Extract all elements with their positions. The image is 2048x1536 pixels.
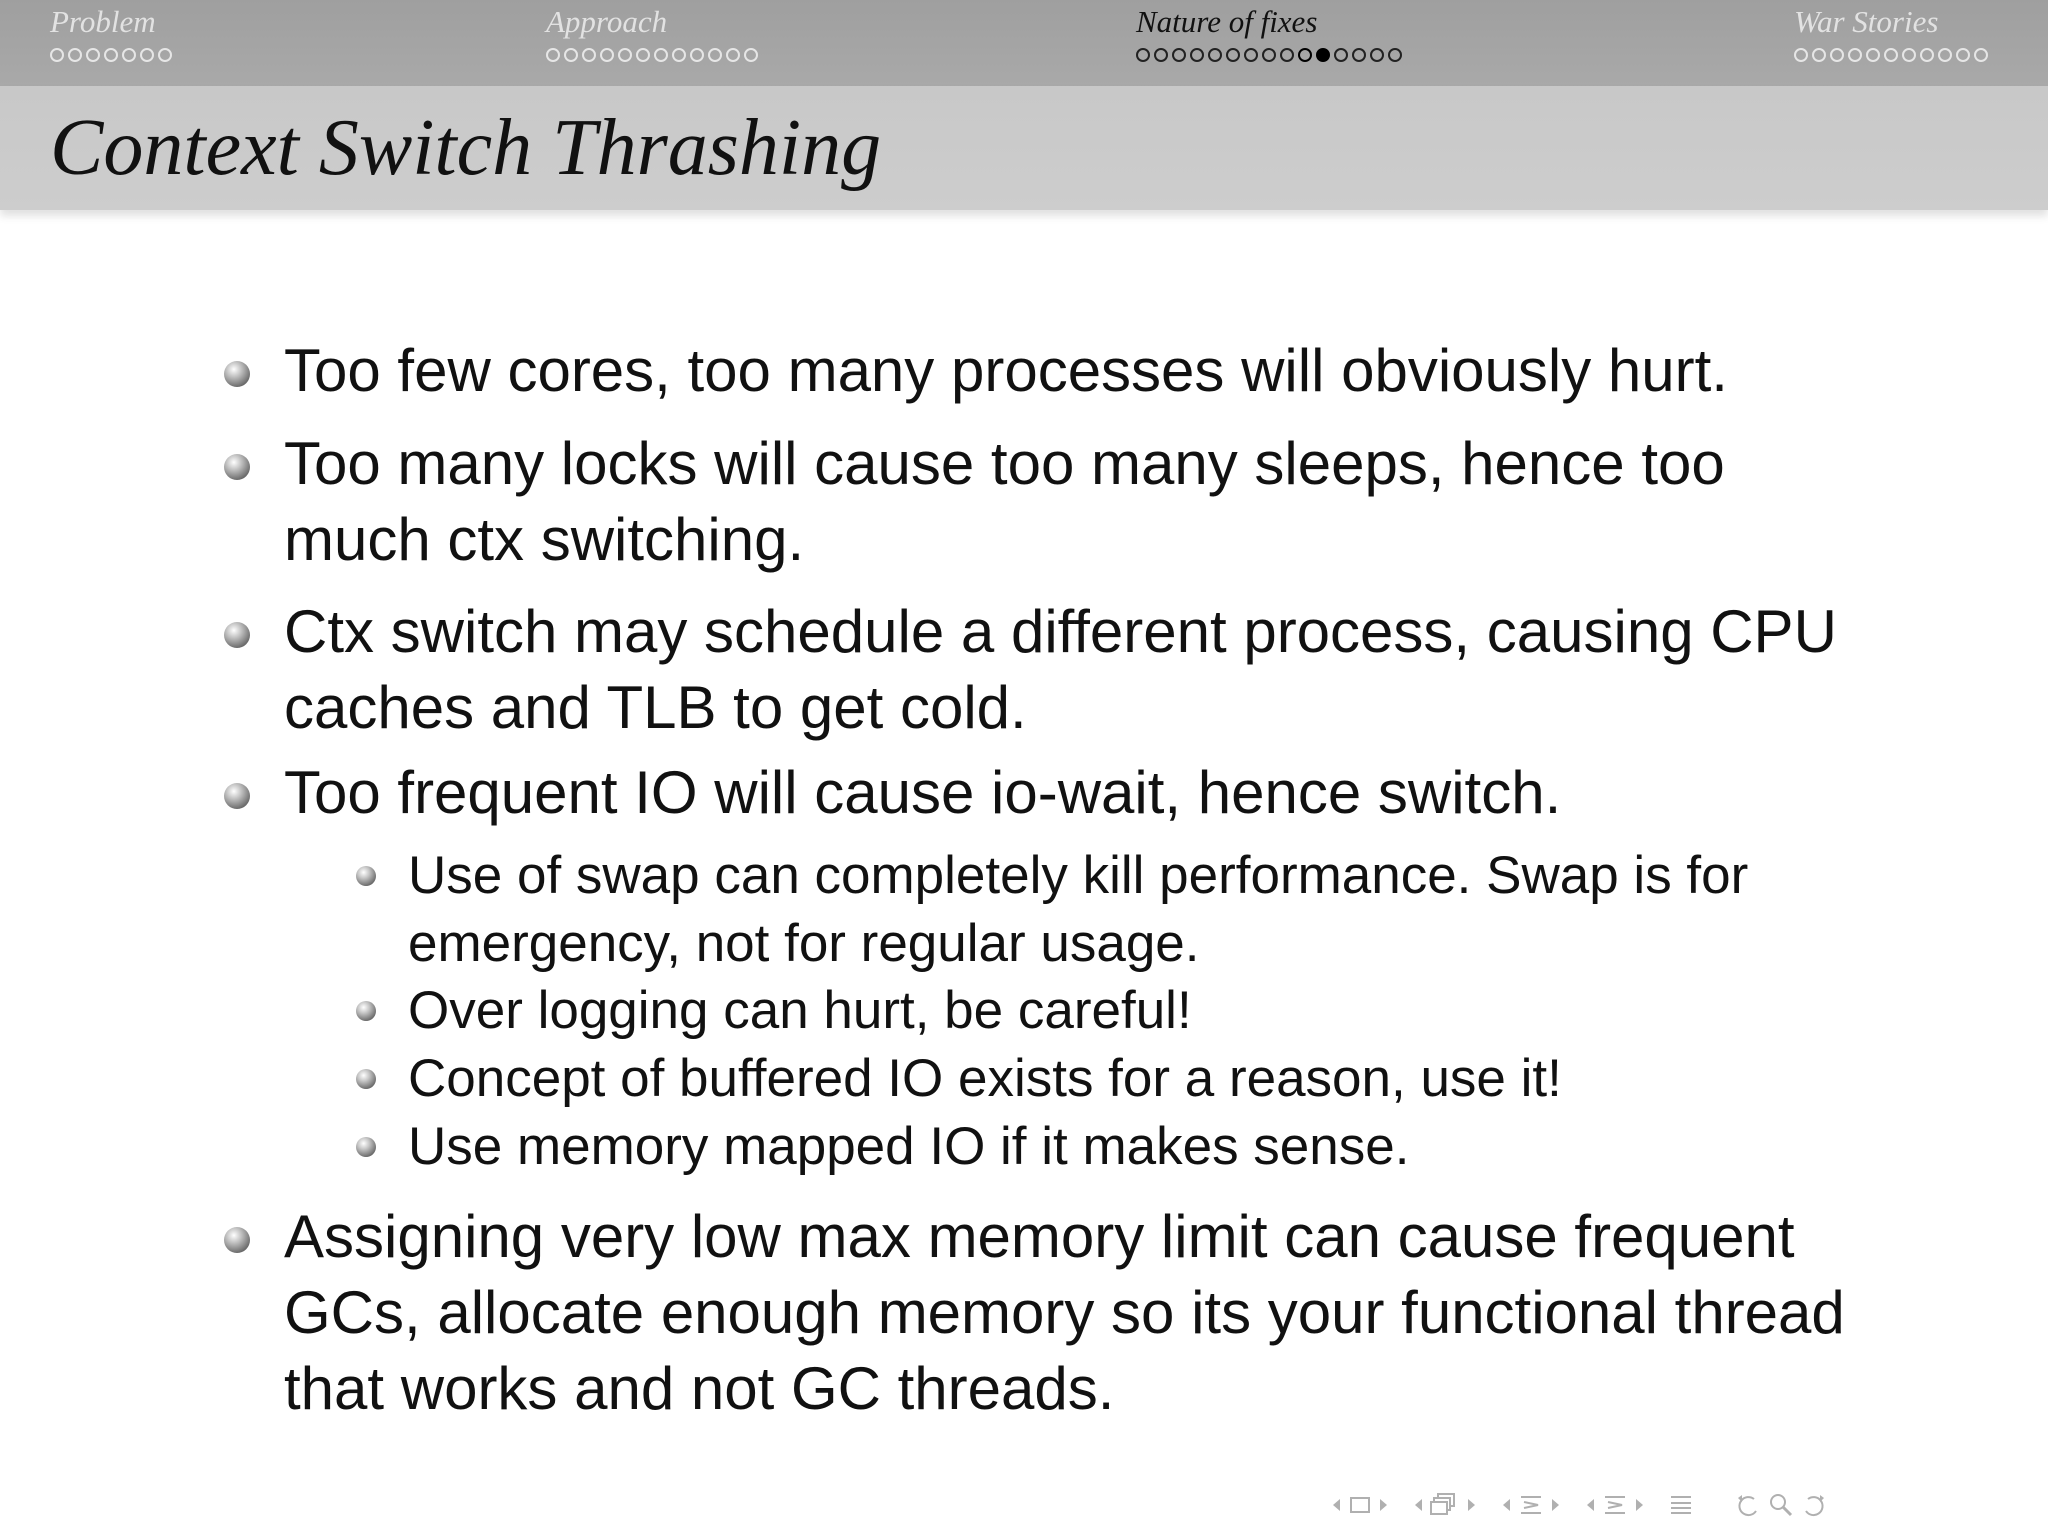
bullet-item: [220, 333, 1910, 409]
nav-frame-dot[interactable]: [1956, 48, 1970, 62]
next-frame-icon[interactable]: [1378, 1497, 1390, 1513]
sub-bullet-text: Use memory mapped IO if it makes sense.: [408, 1117, 1410, 1176]
nav-section-dots: [1136, 48, 1402, 62]
bullet-text-line: Too many locks will cause too many sleeps, hence too: [284, 430, 1725, 497]
nav-frame-dot[interactable]: [1190, 48, 1204, 62]
nav-frame-dot[interactable]: [690, 48, 704, 62]
nav-frame-dot[interactable]: [1208, 48, 1222, 62]
nav-frame-dot[interactable]: [1848, 48, 1862, 62]
nav-frame-dot[interactable]: [1172, 48, 1186, 62]
frame-icon[interactable]: [1348, 1495, 1372, 1515]
prev-frame-icon[interactable]: [1330, 1497, 1342, 1513]
sub-bullet-text-line: emergency, not for regular usage.: [408, 914, 1200, 973]
bullet-ball-icon: [224, 1227, 250, 1253]
nav-frame-dot[interactable]: [1262, 48, 1276, 62]
frame-nav-group: [1330, 1495, 1390, 1515]
bullet-ball-icon: [224, 783, 250, 809]
section-navigation-bar: [0, 0, 2048, 86]
presentation-icon[interactable]: [1602, 1493, 1628, 1517]
sub-bullet-ball-icon: [356, 1001, 376, 1021]
nav-frame-dot[interactable]: [744, 48, 758, 62]
nav-frame-dot[interactable]: [104, 48, 118, 62]
sub-bullet-ball-icon: [356, 1069, 376, 1089]
nav-frame-dot[interactable]: [1316, 48, 1330, 62]
nav-frame-dot[interactable]: [564, 48, 578, 62]
nav-frame-dot[interactable]: [1812, 48, 1826, 62]
prev-subsection-icon[interactable]: [1412, 1497, 1424, 1513]
nav-section-title[interactable]: Nature of fixes: [1136, 4, 1318, 39]
nav-frame-dot[interactable]: [1902, 48, 1916, 62]
nav-section-nature-of-fixes[interactable]: [1136, 0, 1402, 62]
nav-frame-dot[interactable]: [1974, 48, 1988, 62]
bullet-text-line: Ctx switch may schedule a different process, causing CPU: [284, 598, 1837, 665]
nav-frame-dot[interactable]: [546, 48, 560, 62]
toc-icon[interactable]: [1668, 1493, 1694, 1517]
sub-bullet-ball-icon: [356, 1137, 376, 1157]
nav-frame-dot[interactable]: [1866, 48, 1880, 62]
nav-frame-dot[interactable]: [1920, 48, 1934, 62]
sub-bullet-item: [350, 977, 1910, 1045]
next-slide-group-icon[interactable]: [1634, 1497, 1646, 1513]
sub-bullet-text: Over logging can hurt, be careful!: [408, 981, 1192, 1040]
sub-bullet-text: Concept of buffered IO exists for a reason, use it!: [408, 1049, 1562, 1108]
toc-group: [1668, 1493, 1694, 1517]
nav-frame-dot[interactable]: [1298, 48, 1312, 62]
nav-frame-dot[interactable]: [1334, 48, 1348, 62]
nav-frame-dot[interactable]: [636, 48, 650, 62]
nav-frame-dot[interactable]: [158, 48, 172, 62]
bullet-item: [220, 1199, 1910, 1427]
nav-frame-dot[interactable]: [1794, 48, 1808, 62]
section-nav-group: [1500, 1493, 1562, 1517]
nav-section-title[interactable]: War Stories: [1794, 4, 1939, 39]
nav-section-problem[interactable]: [50, 0, 172, 62]
presentation-nav-group: [1584, 1493, 1646, 1517]
bullet-text-line: that works and not GC threads.: [284, 1355, 1115, 1422]
sub-bullet-item: [350, 842, 1910, 978]
sub-bullet-item: [350, 1045, 1910, 1113]
bullet-text-line: GCs, allocate enough memory so its your functional thread: [284, 1279, 1845, 1346]
nav-frame-dot[interactable]: [1136, 48, 1150, 62]
next-section-icon[interactable]: [1550, 1497, 1562, 1513]
nav-frame-dot[interactable]: [654, 48, 668, 62]
nav-section-title[interactable]: Approach: [546, 4, 668, 39]
nav-frame-dot[interactable]: [1370, 48, 1384, 62]
bullet-ball-icon: [224, 361, 250, 387]
nav-frame-dot[interactable]: [86, 48, 100, 62]
bullet-item: [220, 594, 1910, 746]
sub-bullet-text-line: Use of swap can completely kill performance. Swap is for: [408, 846, 1749, 905]
nav-section-war-stories[interactable]: [1794, 0, 1988, 62]
nav-frame-dot[interactable]: [1352, 48, 1366, 62]
nav-frame-dot[interactable]: [672, 48, 686, 62]
nav-frame-dot[interactable]: [1830, 48, 1844, 62]
nav-frame-dot[interactable]: [600, 48, 614, 62]
nav-section-dots: [50, 48, 172, 62]
nav-frame-dot[interactable]: [582, 48, 596, 62]
bullet-item: [220, 426, 1910, 578]
nav-frame-dot[interactable]: [1280, 48, 1294, 62]
back-icon[interactable]: [1734, 1492, 1762, 1518]
nav-frame-dot[interactable]: [122, 48, 136, 62]
forward-icon[interactable]: [1800, 1492, 1828, 1518]
prev-section-icon[interactable]: [1500, 1497, 1512, 1513]
bullet-item: [220, 755, 1910, 831]
nav-section-dots: [546, 48, 758, 62]
nav-frame-dot[interactable]: [1226, 48, 1240, 62]
subsection-icon[interactable]: [1430, 1492, 1460, 1518]
nav-frame-dot[interactable]: [50, 48, 64, 62]
bullet-text: Too frequent IO will cause io-wait, hence switch.: [284, 759, 1562, 826]
nav-frame-dot[interactable]: [1884, 48, 1898, 62]
nav-frame-dot[interactable]: [726, 48, 740, 62]
sub-bullet-ball-icon: [356, 866, 376, 886]
nav-frame-dot[interactable]: [1938, 48, 1952, 62]
nav-frame-dot[interactable]: [1154, 48, 1168, 62]
nav-frame-dot[interactable]: [618, 48, 632, 62]
section-icon[interactable]: [1518, 1493, 1544, 1517]
bullet-ball-icon: [224, 622, 250, 648]
nav-section-approach[interactable]: [546, 0, 758, 62]
bullet-text-line: much ctx switching.: [284, 506, 805, 573]
next-subsection-icon[interactable]: [1466, 1497, 1478, 1513]
nav-frame-dot[interactable]: [1388, 48, 1402, 62]
bullet-text-line: caches and TLB to get cold.: [284, 674, 1027, 741]
nav-section-title[interactable]: Problem: [50, 4, 156, 39]
sub-bullet-item: [350, 1113, 1910, 1181]
nav-frame-dot[interactable]: [1244, 48, 1258, 62]
bullet-text-line: Assigning very low max memory limit can cause frequent: [284, 1203, 1795, 1270]
nav-section-dots: [1794, 48, 1988, 62]
bullet-text: Too few cores, too many processes will obviously hurt.: [284, 337, 1728, 404]
navigation-symbols: [1330, 1488, 1828, 1522]
prev-slide-group-icon[interactable]: [1584, 1497, 1596, 1513]
nav-frame-dot[interactable]: [140, 48, 154, 62]
frame-title-bar: [0, 86, 2048, 210]
search-group: [1734, 1492, 1828, 1518]
frame-title: Context Switch Thrashing: [50, 104, 882, 192]
search-icon[interactable]: [1768, 1492, 1794, 1518]
nav-frame-dot[interactable]: [708, 48, 722, 62]
nav-frame-dot[interactable]: [68, 48, 82, 62]
subsection-nav-group: [1412, 1492, 1478, 1518]
bullet-ball-icon: [224, 454, 250, 480]
